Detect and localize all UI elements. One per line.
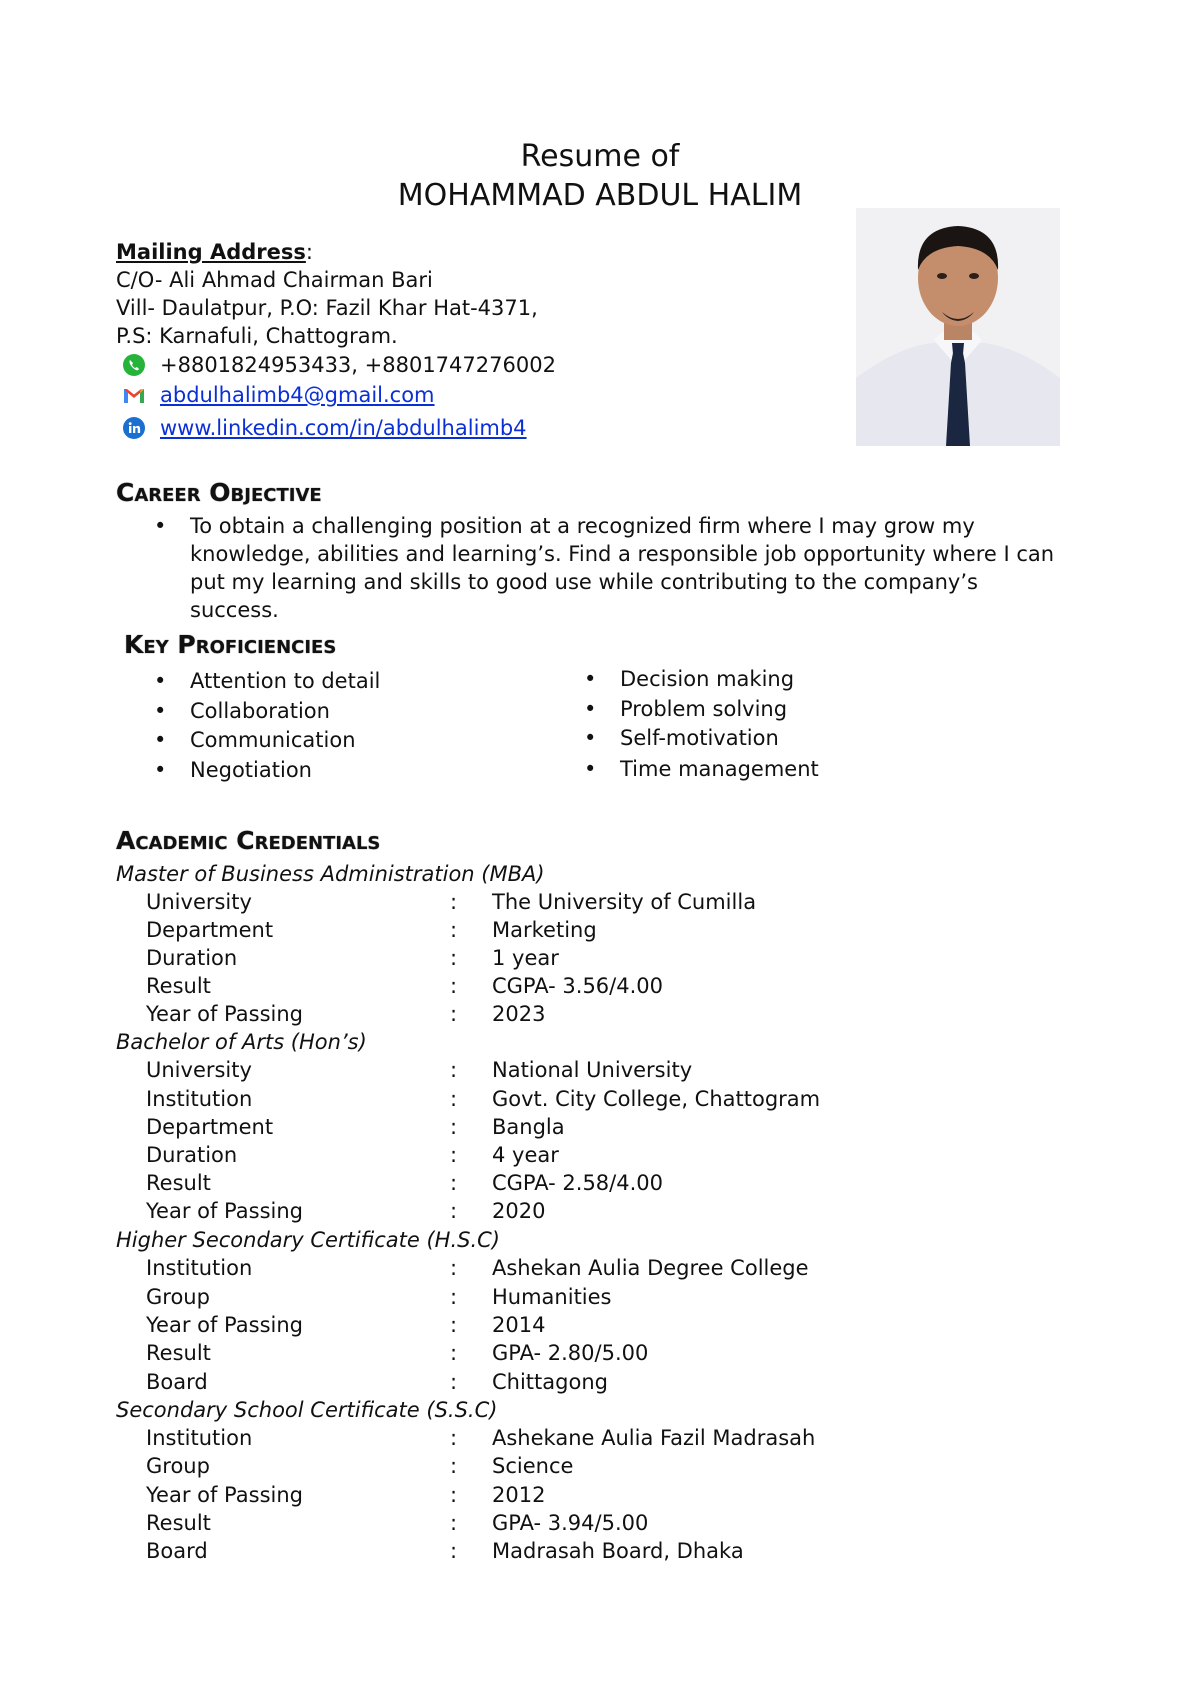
whatsapp-icon xyxy=(122,353,146,377)
address-line-1: C/O- Ali Ahmad Chairman Bari xyxy=(116,268,433,292)
credential-colon: : xyxy=(450,1539,458,1563)
credential-colon: : xyxy=(450,1002,458,1026)
credential-colon: : xyxy=(450,1313,458,1337)
credential-label: Year of Passing xyxy=(146,1002,303,1026)
degree-title: Higher Secondary Certificate (H.S.C) xyxy=(116,1228,500,1252)
degree-title: Secondary School Certificate (S.S.C) xyxy=(116,1398,498,1422)
credential-label: Year of Passing xyxy=(146,1483,303,1507)
proficiency-item: • Collaboration xyxy=(190,697,330,725)
credential-value: Ashekan Aulia Degree College xyxy=(492,1256,809,1280)
credential-colon: : xyxy=(450,1285,458,1309)
credential-label: Board xyxy=(146,1539,208,1563)
phone-numbers: +8801824953433, +8801747276002 xyxy=(160,353,556,377)
credential-label: Duration xyxy=(146,1143,238,1167)
credential-value: 4 year xyxy=(492,1143,559,1167)
career-objective-heading: Career Objective xyxy=(116,478,322,507)
credential-colon: : xyxy=(450,890,458,914)
proficiency-item: • Communication xyxy=(190,726,356,754)
resume-title: Resume of xyxy=(520,139,680,174)
proficiency-item: • Self-motivation xyxy=(620,724,779,752)
credential-value: 2023 xyxy=(492,1002,546,1026)
credential-colon: : xyxy=(450,1370,458,1394)
mailing-address-label: Mailing Address xyxy=(116,240,306,264)
credential-value: The University of Cumilla xyxy=(492,890,757,914)
gmail-icon xyxy=(122,383,146,407)
credential-value: Science xyxy=(492,1454,574,1478)
linkedin-row xyxy=(122,416,527,440)
credential-label: Result xyxy=(146,1341,211,1365)
credential-label: Board xyxy=(146,1370,208,1394)
academic-credentials-heading: Academic Credentials xyxy=(116,826,381,855)
credential-value: Chittagong xyxy=(492,1370,608,1394)
credential-colon: : xyxy=(450,974,458,998)
credential-value: GPA- 2.80/5.00 xyxy=(492,1341,649,1365)
credential-value: Govt. City College, Chattogram xyxy=(492,1087,821,1111)
credential-label: University xyxy=(146,890,252,914)
candidate-name: MOHAMMAD ABDUL HALIM xyxy=(397,178,803,213)
proficiency-item: • Negotiation xyxy=(190,756,312,784)
credential-value: 2020 xyxy=(492,1199,546,1223)
profile-photo xyxy=(856,208,1060,446)
mailing-address xyxy=(116,238,538,350)
degree-title: Master of Business Administration (MBA) xyxy=(116,862,545,886)
credential-colon: : xyxy=(450,1341,458,1365)
career-objective-text: • To obtain a challenging position at a recognized firm where I may grow my knowledge, abilities and learning’s. Find a responsible job opportunity where I can put my learning and skills to good use while contributing to the company’s success. xyxy=(190,512,1060,624)
credential-colon: : xyxy=(450,1454,458,1478)
credential-colon: : xyxy=(450,918,458,942)
credential-colon: : xyxy=(450,1058,458,1082)
credential-value: Marketing xyxy=(492,918,597,942)
credential-colon: : xyxy=(450,1426,458,1450)
credential-colon: : xyxy=(450,1256,458,1280)
credential-value: Humanities xyxy=(492,1285,612,1309)
credential-value: Madrasah Board, Dhaka xyxy=(492,1539,744,1563)
address-line-3: P.S: Karnafuli, Chattogram. xyxy=(116,324,398,348)
mailing-address-colon: : xyxy=(305,240,313,264)
credential-value: Ashekane Aulia Fazil Madrasah xyxy=(492,1426,816,1450)
proficiency-item: • Time management xyxy=(620,755,819,783)
credential-label: Department xyxy=(146,918,274,942)
proficiency-item: • Problem solving xyxy=(620,695,787,723)
credential-value: GPA- 3.94/5.00 xyxy=(492,1511,649,1535)
credential-value: 2014 xyxy=(492,1313,546,1337)
degree-title: Bachelor of Arts (Hon’s) xyxy=(116,1030,367,1054)
linkedin-icon xyxy=(122,416,146,440)
credential-label: University xyxy=(146,1058,252,1082)
credential-value: 1 year xyxy=(492,946,559,970)
credential-colon: : xyxy=(450,946,458,970)
address-line-2: Vill- Daulatpur, P.O: Fazil Khar Hat-4371, xyxy=(116,296,538,320)
proficiency-item: • Attention to detail xyxy=(190,667,380,695)
credential-colon: : xyxy=(450,1199,458,1223)
credential-label: Group xyxy=(146,1285,210,1309)
credential-label: Year of Passing xyxy=(146,1313,303,1337)
key-proficiencies-heading: Key Proficiencies xyxy=(124,630,337,659)
credential-label: Department xyxy=(146,1115,274,1139)
email-link[interactable]: abdulhalimb4@gmail.com xyxy=(160,383,435,407)
credential-label: Group xyxy=(146,1454,210,1478)
credential-colon: : xyxy=(450,1171,458,1195)
linkedin-link[interactable]: www.linkedin.com/in/abdulhalimb4 xyxy=(160,416,527,440)
credential-label: Institution xyxy=(146,1256,253,1280)
credential-label: Institution xyxy=(146,1426,253,1450)
email-row xyxy=(122,383,435,407)
credential-colon: : xyxy=(450,1511,458,1535)
credential-label: Institution xyxy=(146,1087,253,1111)
phone-row xyxy=(122,353,556,377)
credential-colon: : xyxy=(450,1087,458,1111)
credential-label: Result xyxy=(146,1171,211,1195)
credential-label: Result xyxy=(146,1511,211,1535)
credential-label: Year of Passing xyxy=(146,1199,303,1223)
proficiency-item: • Decision making xyxy=(620,665,794,693)
credential-value: Bangla xyxy=(492,1115,565,1139)
credential-label: Result xyxy=(146,974,211,998)
credential-colon: : xyxy=(450,1143,458,1167)
credential-label: Duration xyxy=(146,946,238,970)
credential-colon: : xyxy=(450,1115,458,1139)
credential-colon: : xyxy=(450,1483,458,1507)
credential-value: CGPA- 3.56/4.00 xyxy=(492,974,664,998)
credential-value: CGPA- 2.58/4.00 xyxy=(492,1171,664,1195)
credential-value: National University xyxy=(492,1058,693,1082)
credential-value: 2012 xyxy=(492,1483,546,1507)
